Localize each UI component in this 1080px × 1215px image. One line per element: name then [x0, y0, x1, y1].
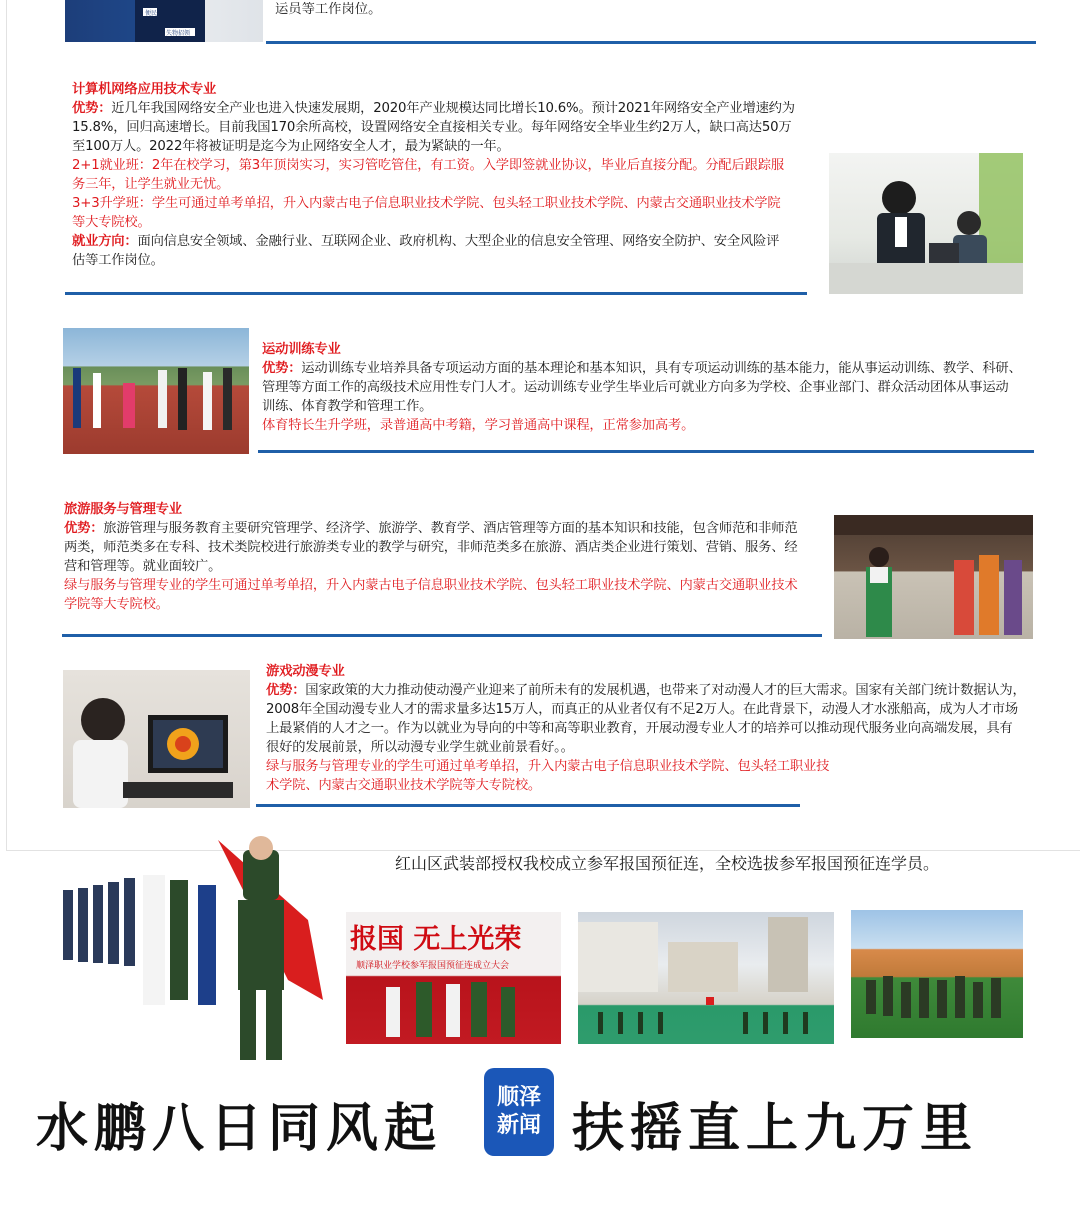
ceremony-photo — [346, 912, 561, 1044]
animation-section — [266, 662, 1056, 795]
sign-text: 失物招领 — [166, 30, 191, 37]
tourism-title: 旅游服务与管理专业 — [64, 502, 182, 517]
sports-adv-label: 优势： — [262, 361, 302, 376]
network-employment-class: 2+1就业班：2年在校学习，第3年顶岗实习，实习管吃管住，有工资。入学即签就业协议，毕业后直接分配。分配后跟踪服 — [72, 158, 784, 173]
tourism-section — [64, 500, 824, 614]
flag-raising-graphic — [578, 912, 834, 1044]
logo-line-2: 新闻 — [496, 1113, 541, 1138]
tourism-guide-graphic — [834, 515, 1033, 639]
network-further-study-class: 3+3升学班：学生可通过单考单招，升入内蒙古电子信息职业技术学院、包头轻工职业技术学院、内蒙古交通职业技术学院 — [72, 196, 781, 211]
sports-adv-text: 管理等方面工作的高级技术应用性专门人才。运动训练专业学生毕业后可就业方向多为学校、企事业部门、群众活动团体从事运动 — [262, 380, 1009, 395]
animation-title: 游戏动漫专业 — [266, 664, 345, 679]
sports-extra: 体育特长生升学班，录普通高中考籍，学习普通高中课程，正常参加高考。 — [262, 418, 695, 433]
ceremony-graphic — [346, 912, 561, 1044]
animation-adv-text: 很好的发展前景，所以动漫专业学生就业前景看好。。 — [266, 740, 574, 755]
animation-adv-text: 国家政策的大力推动使动漫产业迎来了前所未有的发展机遇，也带来了对动漫人才的巨大需求。国家有关部门统计数据认为， — [305, 683, 1026, 698]
divider-rule — [65, 292, 807, 295]
shunze-news-logo — [484, 1068, 554, 1156]
sports-adv-text: 运动训练专业培养具备专项运动方面的基本理论和基本知识，具有专项运动训练的基本能力，能从事运动训练、教学、科研、 — [301, 361, 1022, 376]
top-tail-text: 运员等工作岗位。 — [275, 2, 382, 17]
divider-rule — [62, 634, 822, 637]
logo-line-1: 顺泽 — [496, 1085, 541, 1110]
animation-adv-text: 2008年全国动漫专业人才的需求量多达15万人，而真正的从业者仅有不足2万人。在此背景下，动漫人才水涨船高，成为人才市场 — [266, 702, 1018, 717]
tourism-extra: 绿与服务与管理专业的学生可通过单考单招，升入内蒙古电子信息职业技术学院、包头轻工职业技术学院、内蒙古交通职业技术 — [64, 578, 798, 593]
animation-extra: 术学院、内蒙古交通职业技术学院等大专院校。 — [266, 778, 542, 793]
network-further-study-class: 等大专院校。 — [72, 215, 151, 230]
tourism-adv-label: 优势： — [64, 521, 104, 536]
sign-text: 便民 — [145, 10, 158, 17]
sports-title: 运动训练专业 — [262, 342, 341, 357]
drill-photo — [851, 910, 1023, 1038]
sports-adv-text: 训练、体育教学和管理工作。 — [262, 399, 433, 414]
tourism-adv-text: 旅游管理与服务教育主要研究管理学、经济学、旅游学、教育学、酒店管理等方面的基本知识和技能，包含师范和非师范 — [103, 521, 798, 536]
flag-raising-photo — [578, 912, 834, 1044]
divider-rule — [266, 41, 1036, 44]
network-adv-text: 15.8%，回归高速增长。目前我国170余所高校，设置网络安全直接相关专业。每年网络安全毕业生约2万人，缺口高达50万 — [72, 120, 792, 135]
animation-extra: 绿与服务与管理专业的学生可通过单考单招，升入内蒙古电子信息职业技术学院、包头轻工职业技 — [266, 759, 830, 774]
sports-field-graphic — [63, 328, 249, 454]
network-section — [72, 80, 812, 270]
sports-field-photo — [63, 328, 249, 454]
divider-rule — [256, 804, 800, 807]
honor-guard-svg — [58, 830, 323, 1062]
divider-rule — [258, 450, 1034, 453]
militia-caption: 红山区武装部授权我校成立参军报国预征连，全校选拔参军报国预征连学员。 — [395, 854, 940, 873]
animation-adv-label: 优势： — [266, 683, 306, 698]
animation-lab-photo — [63, 670, 250, 808]
honor-guard-graphic — [58, 830, 323, 1062]
tourism-adv-text: 营和管理等。就业面较广。 — [64, 559, 222, 574]
network-adv-text: 至100万人。2022年将被证明是迄今为止网络安全人才，最为紧缺的一年。 — [72, 139, 510, 154]
animation-adv-text: 上最紧俏的人才之一。作为以就业为导向的中等和高等职业教育，开展动漫专业人才的培养可以推动现代服务业向高端发展，具有 — [266, 721, 1013, 736]
service-desk-graphic — [65, 0, 263, 42]
service-desk-photo — [65, 0, 263, 42]
network-title: 计算机网络应用技术专业 — [72, 82, 217, 97]
network-adv-label: 优势： — [72, 101, 112, 116]
slogan-left: 水鹏八日同风起 — [36, 1098, 443, 1159]
network-lab-photo — [829, 153, 1023, 294]
tourism-guide-photo — [834, 515, 1033, 639]
network-employment-class: 务三年，让学生就业无忧。 — [72, 177, 230, 192]
animation-lab-graphic — [63, 670, 250, 808]
tourism-extra: 学院等大专院校。 — [64, 597, 169, 612]
network-direction-text: 面向信息安全领域、金融行业、互联网企业、政府机构、大型企业的信息安全管理、网络安全防护、安全风险评 — [137, 234, 780, 249]
network-lab-graphic — [829, 153, 1023, 294]
network-direction-label: 就业方向： — [72, 234, 138, 249]
network-direction-text: 估等工作岗位。 — [72, 253, 164, 268]
banner-big-text: 报国 无上光荣 — [350, 924, 522, 955]
sports-section — [262, 340, 1042, 435]
drill-graphic — [851, 910, 1023, 1038]
tourism-adv-text: 两类，师范类多在专科、技术类院校进行旅游类专业的教学与研究，非师范类多在旅游、酒店类企业进行策划、营销、服务、经 — [64, 540, 798, 555]
slogan-right: 扶摇直上九万里 — [572, 1098, 979, 1159]
network-adv-text: 近几年我国网络安全产业也进入快速发展期，2020年产业规模达同比增长10.6%。预计2021年网络安全产业增速约为 — [111, 101, 795, 116]
banner-small-text: 顺泽职业学校参军报国预征连成立大会 — [356, 961, 510, 971]
